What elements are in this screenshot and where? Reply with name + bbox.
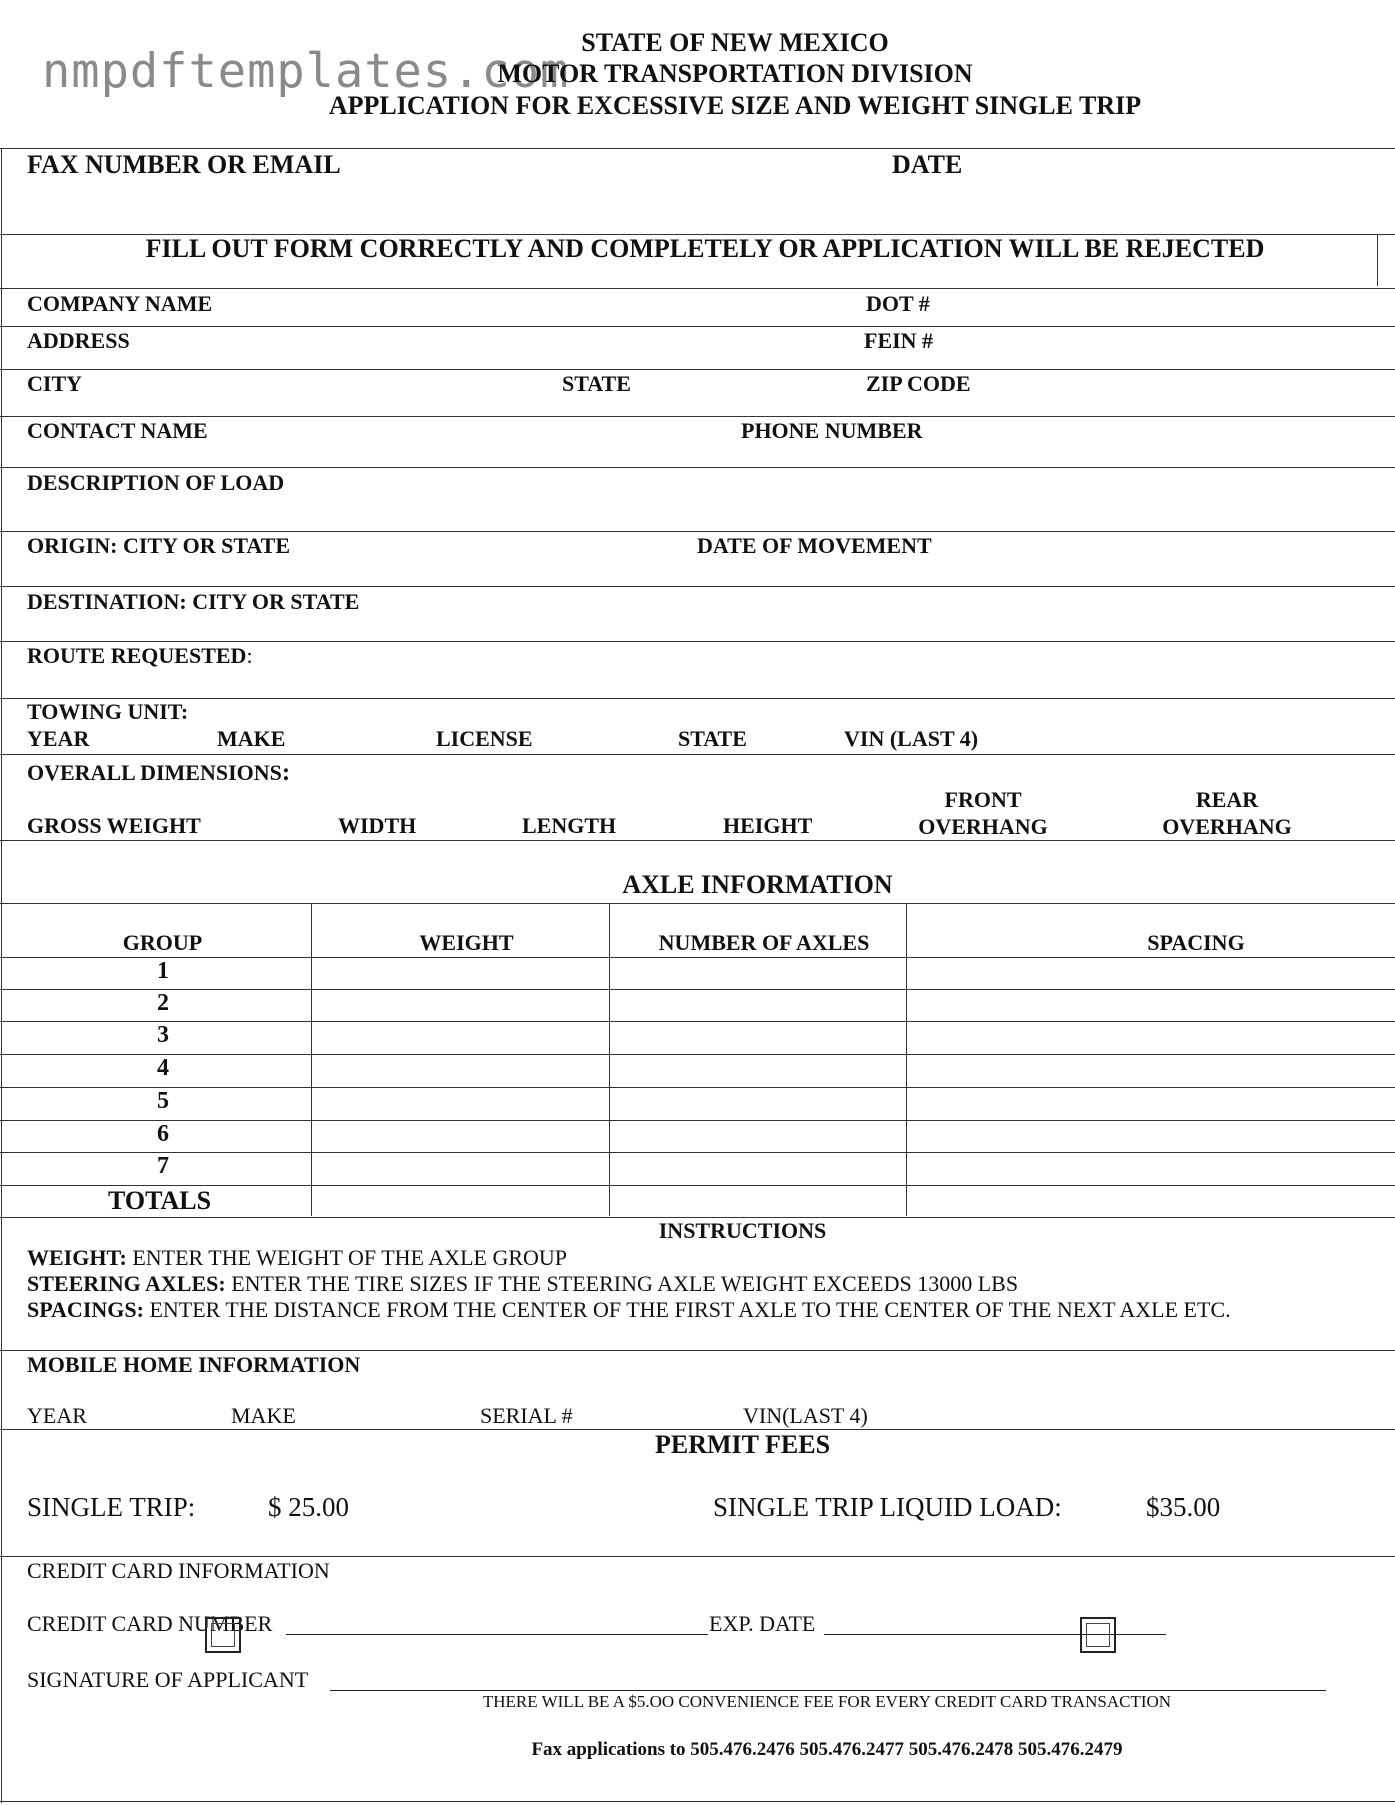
axle-spacing-cell[interactable] — [908, 1088, 1393, 1119]
liquid-load-label: SINGLE TRIP LIQUID LOAD: — [713, 1492, 1062, 1522]
mobile-home-make-label: MAKE — [231, 1403, 296, 1428]
overall-dimensions-title — [27, 759, 290, 787]
axle-totals-label: TOTALS — [108, 1186, 212, 1215]
description-of-load-label: DESCRIPTION OF LOAD — [27, 470, 285, 495]
checkbox-icon[interactable] — [1080, 1617, 1116, 1653]
city-label: CITY — [27, 371, 83, 396]
axle-spacing-cell[interactable] — [908, 990, 1393, 1020]
axle-header-group: GROUP — [122, 930, 203, 955]
axle-weight-cell[interactable] — [313, 1022, 608, 1053]
axle-group-number: 2 — [157, 990, 169, 1016]
divider — [0, 586, 1395, 587]
single-trip-amount: $ 25.00 — [268, 1492, 349, 1522]
instruction-spacings-text: ENTER THE DISTANCE FROM THE CENTER OF THE FIRST AXLE TO THE CENTER OF THE NEXT AXLE ETC. — [143, 1297, 1231, 1322]
instruction-steering — [27, 1271, 1018, 1297]
axle-spacing-cell[interactable] — [908, 1153, 1393, 1184]
width-label: WIDTH — [338, 813, 417, 838]
rear-overhang-line2: OVERHANG — [1162, 814, 1292, 839]
axle-count-cell[interactable] — [611, 1055, 905, 1086]
overall-dimensions-colon: : — [281, 759, 291, 786]
destination-field[interactable] — [385, 588, 1380, 640]
front-overhang-line2: OVERHANG — [918, 814, 1048, 839]
divider — [0, 467, 1395, 468]
divider — [0, 754, 1395, 755]
date-label: DATE — [892, 150, 963, 179]
credit-card-number-label: CREDIT CARD NUMBER — [27, 1611, 273, 1636]
date-field[interactable] — [880, 185, 1380, 230]
phone-number-label: PHONE NUMBER — [741, 418, 923, 443]
towing-license-label: LICENSE — [436, 726, 533, 751]
length-label: LENGTH — [522, 813, 617, 838]
axle-count-cell[interactable] — [611, 1121, 905, 1151]
axle-group-number: 7 — [157, 1153, 169, 1179]
towing-make-label: MAKE — [217, 726, 286, 751]
zip-code-label: ZIP CODE — [866, 371, 971, 396]
rear-overhang-label — [1152, 786, 1302, 840]
divider — [0, 840, 1395, 841]
axle-group-number: 6 — [157, 1121, 169, 1147]
description-of-load-field[interactable] — [300, 469, 1380, 529]
liquid-load-amount: $35.00 — [1146, 1492, 1221, 1522]
divider — [0, 288, 1395, 289]
origin-field[interactable] — [310, 532, 680, 584]
axle-header-number-of-axles: NUMBER OF AXLES — [658, 930, 870, 955]
fein-label: FEIN # — [864, 328, 934, 353]
axle-count-cell[interactable] — [611, 990, 905, 1020]
divider — [0, 698, 1395, 699]
axle-total-spacing-cell[interactable] — [908, 1186, 1393, 1216]
mobile-home-serial-label: SERIAL # — [480, 1403, 573, 1428]
frame-bottom — [0, 1801, 1395, 1802]
axle-spacing-cell[interactable] — [908, 958, 1393, 988]
front-overhang-line1: FRONT — [944, 787, 1022, 812]
towing-state-label: STATE — [678, 726, 747, 751]
axle-group-number: 4 — [157, 1055, 169, 1081]
company-name-field[interactable] — [230, 290, 850, 324]
zip-code-field[interactable] — [985, 370, 1380, 414]
mobile-home-year-label: YEAR — [27, 1403, 87, 1428]
city-field[interactable] — [90, 370, 540, 414]
signature-line[interactable] — [330, 1690, 1326, 1691]
axle-spacing-cell[interactable] — [908, 1121, 1393, 1151]
destination-label — [27, 589, 359, 615]
address-field[interactable] — [140, 328, 840, 366]
permit-fees-title: PERMIT FEES — [654, 1430, 831, 1459]
mobile-home-title: MOBILE HOME INFORMATION — [27, 1352, 361, 1377]
axle-total-count-cell[interactable] — [611, 1186, 905, 1216]
dot-number-label: DOT # — [866, 291, 930, 316]
axle-information-title: AXLE INFORMATION — [622, 870, 893, 899]
header-application-title: APPLICATION FOR EXCESSIVE SIZE AND WEIGHT SINGLE TRIP — [328, 91, 1142, 120]
origin-label: ORIGIN: CITY OR STATE — [27, 533, 291, 558]
instruction-weight-label: WEIGHT: — [27, 1245, 127, 1270]
axle-header-weight: WEIGHT — [419, 930, 514, 955]
divider — [0, 326, 1395, 327]
axle-group-number: 1 — [157, 958, 169, 984]
phone-number-field[interactable] — [935, 417, 1380, 465]
axle-count-cell[interactable] — [611, 1022, 905, 1053]
height-label: HEIGHT — [723, 813, 813, 838]
header-state: STATE OF NEW MEXICO — [581, 28, 889, 57]
destination-label-text: DESTINATION: CITY OR STATE — [27, 589, 360, 614]
checkbox-icon[interactable] — [205, 1617, 241, 1653]
signature-label: SIGNATURE OF APPLICANT — [27, 1667, 309, 1692]
axle-weight-cell[interactable] — [313, 1121, 608, 1151]
instructions-title: INSTRUCTIONS — [658, 1218, 827, 1243]
towing-vin-label: VIN (LAST 4) — [844, 726, 979, 751]
overall-dimensions-text: OVERALL DIMENSIONS — [27, 760, 282, 785]
fein-field[interactable] — [940, 328, 1380, 366]
frame-left — [1, 148, 2, 1803]
credit-card-number-line[interactable] — [286, 1634, 708, 1635]
gross-weight-label: GROSS WEIGHT — [27, 813, 201, 838]
axle-spacing-cell[interactable] — [908, 1022, 1393, 1053]
date-of-movement-label: DATE OF MOVEMENT — [697, 533, 932, 558]
divider — [0, 903, 1395, 904]
axle-weight-cell[interactable] — [313, 1088, 608, 1119]
axle-total-weight-cell[interactable] — [313, 1186, 608, 1216]
front-overhang-label — [908, 786, 1058, 840]
axle-spacing-cell[interactable] — [908, 1055, 1393, 1086]
fax-or-email-label: FAX NUMBER OR EMAIL — [27, 150, 341, 179]
single-trip-label: SINGLE TRIP: — [27, 1492, 196, 1522]
axle-weight-cell[interactable] — [313, 958, 608, 988]
fax-applications-note: Fax applications to 505.476.2476 505.476.2477 505.476.2478 505.476.2479 — [531, 1739, 1123, 1760]
axle-count-cell[interactable] — [611, 1153, 905, 1184]
fax-or-email-field[interactable] — [20, 185, 860, 230]
axle-weight-cell[interactable] — [313, 1153, 608, 1184]
contact-name-field[interactable] — [230, 417, 720, 465]
instruction-weight — [27, 1245, 567, 1271]
axle-group-number: 5 — [157, 1088, 169, 1114]
instruction-steering-text: ENTER THE TIRE SIZES IF THE STEERING AXLE WEIGHT EXCEEDS 13000 LBS — [225, 1271, 1019, 1296]
axle-weight-cell[interactable] — [313, 990, 608, 1020]
address-label: ADDRESS — [27, 328, 130, 353]
dot-number-field[interactable] — [940, 290, 1380, 324]
route-requested-colon: : — [246, 643, 253, 668]
rear-overhang-line1: REAR — [1195, 787, 1259, 812]
header-division: MOTOR TRANSPORTATION DIVISION — [497, 59, 973, 88]
axle-count-cell[interactable] — [611, 958, 905, 988]
divider — [0, 148, 1395, 149]
route-requested-label — [27, 643, 253, 669]
axle-header-spacing: SPACING — [1147, 930, 1245, 955]
divider — [0, 1350, 1395, 1351]
instruction-spacings-label: SPACINGS: — [27, 1297, 144, 1322]
route-requested-text: ROUTE REQUESTED — [27, 643, 247, 668]
date-of-movement-field[interactable] — [950, 532, 1380, 584]
convenience-fee-note: THERE WILL BE A $5.OO CONVENIENCE FEE FOR EVERY CREDIT CARD TRANSACTION — [482, 1692, 1172, 1711]
exp-date-label: EXP. DATE — [709, 1611, 816, 1636]
instruction-steering-label: STEERING AXLES: — [27, 1271, 226, 1296]
mobile-home-vin-label: VIN(LAST 4) — [743, 1403, 868, 1428]
divider — [0, 1556, 1395, 1557]
instruction-weight-text: ENTER THE WEIGHT OF THE AXLE GROUP — [126, 1245, 568, 1270]
warning-banner: FILL OUT FORM CORRECTLY AND COMPLETELY OR APPLICATION WILL BE REJECTED — [145, 234, 1265, 263]
axle-count-cell[interactable] — [611, 1088, 905, 1119]
company-name-label: COMPANY NAME — [27, 291, 213, 316]
credit-card-title: CREDIT CARD INFORMATION — [27, 1558, 330, 1583]
watermark: nmpdftemplates.com — [42, 44, 570, 99]
axle-group-number: 3 — [157, 1022, 169, 1048]
instruction-spacings — [27, 1297, 1231, 1323]
state-label: STATE — [562, 371, 631, 396]
route-requested-field[interactable] — [270, 642, 1380, 696]
axle-weight-cell[interactable] — [313, 1055, 608, 1086]
towing-year-label: YEAR — [27, 726, 90, 751]
contact-name-label: CONTACT NAME — [27, 418, 208, 443]
state-field[interactable] — [645, 370, 845, 414]
towing-unit-title: TOWING UNIT: — [27, 699, 189, 724]
